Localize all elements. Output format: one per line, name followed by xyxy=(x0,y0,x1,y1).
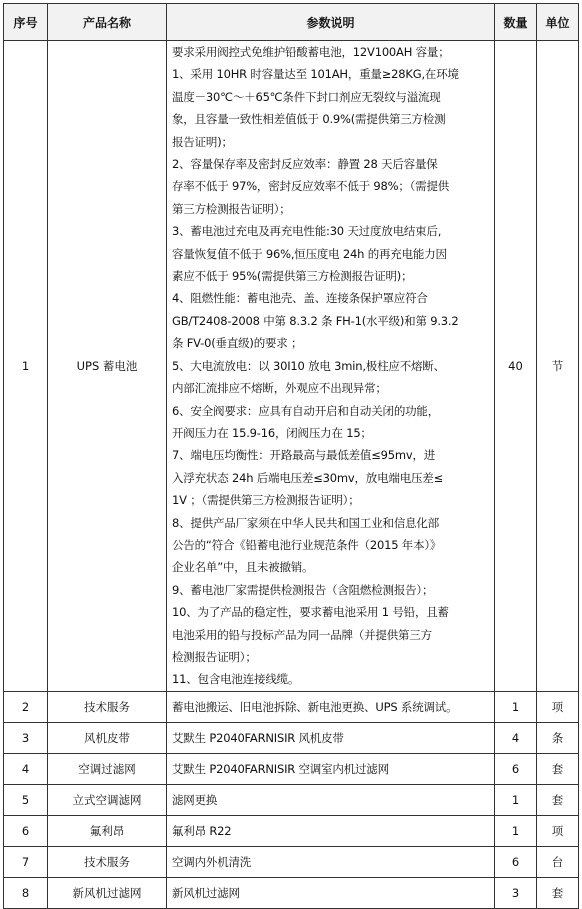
row-unit: 套 xyxy=(537,784,579,815)
row-seq: 7 xyxy=(4,846,48,877)
header-name: 产品名称 xyxy=(48,4,167,41)
row-spec: 空调内外机清洗 xyxy=(167,846,495,877)
row-unit: 项 xyxy=(537,815,579,846)
row-spec: 滤网更换 xyxy=(167,784,495,815)
header-spec: 参数说明 xyxy=(167,4,495,41)
spec-line: 1、采用 10HR 时容量达至 101AH，重量≥28KG,在环境 xyxy=(172,67,459,82)
row-unit: 台 xyxy=(537,846,579,877)
row-name: 氟利昂 xyxy=(48,815,167,846)
spec-line: 电池采用的铅与投标产品为同一品牌（并提供第三方 xyxy=(172,627,432,642)
spec-line: 素应不低于 95%(需提供第三方检测报告证明)； xyxy=(172,269,413,284)
spec-line: 11、包含电池连接线缆。 xyxy=(172,672,300,687)
row-spec xyxy=(167,41,495,692)
row-qty: 6 xyxy=(495,753,537,784)
row-name: UPS 蓄电池 xyxy=(48,41,167,692)
spec-line: 5、大电流放电：以 30I10 放电 3min,极柱应不熔断、 xyxy=(172,358,445,373)
spec-line: 条 FV-0(垂直级)的要求 ； xyxy=(172,336,303,351)
header-qty: 数量 xyxy=(495,4,537,41)
row-name: 技术服务 xyxy=(48,691,167,722)
spec-table xyxy=(3,3,579,909)
row-seq: 4 xyxy=(4,753,48,784)
table-row xyxy=(4,41,579,692)
row-qty: 1 xyxy=(495,691,537,722)
spec-line: 10、为了产品的稳定性，要求蓄电池采用 1 号铅，且蓄 xyxy=(172,605,449,620)
row-name: 技术服务 xyxy=(48,846,167,877)
spec-line: 象，且容量一致性相差值低于 0.9%(需提供第三方检测 xyxy=(172,112,446,127)
row-qty: 3 xyxy=(495,877,537,908)
table-row xyxy=(4,753,579,784)
row-seq: 1 xyxy=(4,41,48,692)
row-unit: 套 xyxy=(537,877,579,908)
spec-line: 开阀压力在 15.9-16，闭阀压力在 15； xyxy=(172,425,372,440)
row-name: 立式空调滤网 xyxy=(48,784,167,815)
spec-line: 7、端电压均衡性：开路最高与最低差值≤95mv，进 xyxy=(172,448,436,463)
spec-line: 1V ；（需提供第三方检测报告证明）； xyxy=(172,493,360,508)
row-qty: 1 xyxy=(495,784,537,815)
row-unit: 套 xyxy=(537,753,579,784)
spec-line: 容量恢复值不低于 96%,恒压度电 24h 的再充电能力因 xyxy=(172,246,447,261)
spec-line: 8、提供产品厂家须在中华人民共和国工业和信息化部 xyxy=(172,515,440,530)
row-seq: 6 xyxy=(4,815,48,846)
spec-line: 3、蓄电池过充电及再充电性能:30 天过度放电结束后, xyxy=(172,224,442,239)
table-row xyxy=(4,877,579,908)
spec-line: 2、容量保存率及密封反应效率：静置 28 天后容量保 xyxy=(172,157,438,172)
spec-line: 9、蓄电池厂家需提供检测报告（含阻燃检测报告）； xyxy=(172,582,434,597)
spec-line: 第三方检测报告证明）； xyxy=(172,201,291,216)
table-row xyxy=(4,722,579,753)
row-unit: 节 xyxy=(537,41,579,692)
spec-line: 4、阻燃性能：蓄电池壳、盖、连接条保护罩应符合 xyxy=(172,291,428,306)
row-spec: 艾默生 P2040FARNISIR 空调室内机过滤网 xyxy=(167,753,495,784)
header-unit: 单位 xyxy=(537,4,579,41)
row-qty: 1 xyxy=(495,815,537,846)
row-unit: 条 xyxy=(537,722,579,753)
table-row xyxy=(4,815,579,846)
spec-line: GB/T2408-2008 中第 8.3.2 条 FH-1(水平级)和第 9.3.2 xyxy=(172,313,459,328)
row-name: 空调过滤网 xyxy=(48,753,167,784)
spec-line: 报告证明)； xyxy=(172,134,233,149)
table-row xyxy=(4,846,579,877)
row-spec: 氟利昂 R22 xyxy=(167,815,495,846)
header-seq: 序号 xyxy=(4,4,48,41)
spec-line: 内部汇流排应不熔断，外观应不出现异常； xyxy=(172,381,387,396)
spec-line: 入浮充状态 24h 后端电压差≤30mv，放电端电压差≤ xyxy=(172,470,444,485)
row-spec: 艾默生 P2040FARNISIR 风机皮带 xyxy=(167,722,495,753)
spec-line: 检测报告证明）； xyxy=(172,649,257,664)
row-name: 新风机过滤网 xyxy=(48,877,167,908)
row-spec: 新风机过滤网 xyxy=(167,877,495,908)
row-qty: 4 xyxy=(495,722,537,753)
spec-line: 公告的“符合《铅蓄电池行业规范条件（2015 年本）》 xyxy=(172,537,442,552)
spec-line: 企业名单”中，且未被撤销。 xyxy=(172,560,314,575)
header-row xyxy=(4,4,579,41)
row-spec: 蓄电池搬运、旧电池拆除、新电池更换、UPS 系统调试。 xyxy=(167,691,495,722)
row-qty: 40 xyxy=(495,41,537,692)
row-seq: 8 xyxy=(4,877,48,908)
row-seq: 3 xyxy=(4,722,48,753)
spec-line: 6、安全阀要求：应具有自动开启和自动关闭的功能， xyxy=(172,403,440,418)
table-row xyxy=(4,784,579,815)
row-seq: 2 xyxy=(4,691,48,722)
row-name: 风机皮带 xyxy=(48,722,167,753)
row-qty: 6 xyxy=(495,846,537,877)
row-seq: 5 xyxy=(4,784,48,815)
spec-line: 存率不低于 97%，密封反应效率不低于 98%；（需提供 xyxy=(172,179,450,194)
row-unit: 项 xyxy=(537,691,579,722)
spec-line: 要求采用阀控式免维护铅酸蓄电池，12V100AH 容量； xyxy=(172,45,450,59)
table-row xyxy=(4,691,579,722)
spec-line: 温度－30℃～＋65℃条件下封口剂应无裂纹与溢流现 xyxy=(172,89,441,104)
